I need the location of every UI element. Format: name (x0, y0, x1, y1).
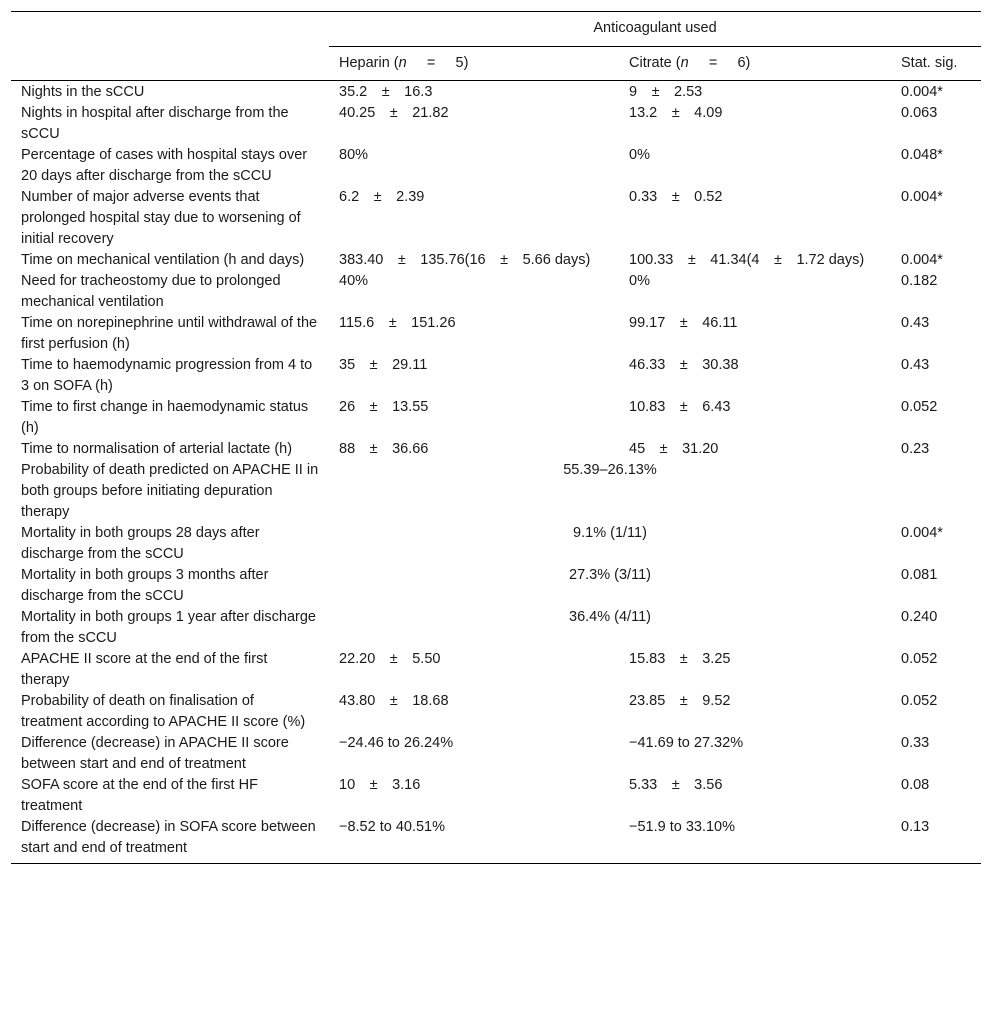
row-label: Percentage of cases with hospital stays over 20 days after discharge from the sCCU (21, 147, 308, 184)
citrate-value: 9 ± 2.53 (629, 84, 703, 100)
table-row (11, 460, 981, 523)
table-row (11, 817, 981, 864)
heparin-value: 383.40 ± 135.76(16 ± 5.66 days) (339, 252, 591, 268)
results-table-container (11, 11, 981, 864)
row-label: Nights in hospital after discharge from the sCCU (21, 105, 289, 142)
combined-value: 55.39–26.13% (563, 462, 657, 478)
heparin-value: −8.52 to 40.51% (339, 819, 446, 835)
heparin-value: 80% (339, 147, 369, 163)
citrate-value: 0.33 ± 0.52 (629, 189, 723, 205)
heparin-value: 10 ± 3.16 (339, 777, 421, 793)
table-row (11, 775, 981, 817)
citrate-value: −41.69 to 27.32% (629, 735, 744, 751)
table-row (11, 439, 981, 460)
heparin-value: 35.2 ± 16.3 (339, 84, 433, 100)
citrate-value: 46.33 ± 30.38 (629, 357, 739, 373)
citrate-value: 0% (629, 147, 650, 163)
stat-sig-value: 0.004* (901, 525, 943, 541)
table-row (11, 145, 981, 187)
citrate-value: 99.17 ± 46.11 (629, 315, 738, 331)
row-label: Difference (decrease) in SOFA score between start and end of treatment (21, 819, 316, 856)
stat-sig-value (891, 460, 981, 523)
row-label: Mortality in both groups 1 year after discharge from the sCCU (21, 609, 316, 646)
group-header-row (11, 12, 981, 47)
table-row (11, 313, 981, 355)
heparin-value: 35 ± 29.11 (339, 357, 428, 373)
table-body (11, 81, 981, 864)
combined-value: 9.1% (1/11) (573, 525, 647, 541)
stat-sig-header: Stat. sig. (901, 55, 958, 71)
group-header: Anticoagulant used (329, 12, 981, 47)
row-label: Probability of death predicted on APACHE II in both groups before initiating depuration therapy (21, 462, 319, 520)
stat-sig-value: 0.081 (901, 567, 938, 583)
table-row (11, 271, 981, 313)
table-row (11, 397, 981, 439)
stat-sig-value: 0.052 (901, 693, 938, 709)
citrate-header: Citrate (n = 6) (629, 55, 751, 71)
row-label: Probability of death on finalisation of treatment according to APACHE II score (%) (21, 693, 306, 730)
heparin-value: 88 ± 36.66 (339, 441, 429, 457)
heparin-value: 26 ± 13.55 (339, 399, 429, 415)
row-label: Difference (decrease) in APACHE II score between start and end of treatment (21, 735, 289, 772)
heparin-value: 22.20 ± 5.50 (339, 651, 441, 667)
stat-sig-value: 0.048* (901, 147, 943, 163)
row-label: Need for tracheostomy due to prolonged mechanical ventilation (21, 273, 281, 310)
combined-value: 36.4% (4/11) (569, 609, 651, 625)
row-label: Nights in the sCCU (21, 84, 145, 100)
row-label: Time on norepinephrine until withdrawal of the first perfusion (h) (21, 315, 318, 352)
row-label: Mortality in both groups 28 days after discharge from the sCCU (21, 525, 260, 562)
stat-sig-value: 0.004* (901, 252, 943, 268)
table-row (11, 523, 981, 565)
heparin-header: Heparin (n = 5) (339, 55, 469, 71)
heparin-value: 43.80 ± 18.68 (339, 693, 449, 709)
citrate-value: −51.9 to 33.10% (629, 819, 736, 835)
empty-header-cell (11, 12, 329, 47)
results-table (11, 11, 981, 864)
stat-sig-value: 0.182 (901, 273, 938, 289)
column-header-row (11, 47, 981, 81)
stat-sig-value: 0.43 (901, 315, 930, 331)
stat-sig-value: 0.240 (901, 609, 938, 625)
citrate-value: 10.83 ± 6.43 (629, 399, 731, 415)
row-label: Time to normalisation of arterial lactate (h) (21, 441, 293, 457)
stat-sig-value: 0.08 (901, 777, 930, 793)
table-row (11, 607, 981, 649)
stat-sig-value: 0.052 (901, 651, 938, 667)
row-label: Mortality in both groups 3 months after discharge from the sCCU (21, 567, 269, 604)
citrate-value: 15.83 ± 3.25 (629, 651, 731, 667)
combined-value: 27.3% (3/11) (569, 567, 651, 583)
heparin-value: 6.2 ± 2.39 (339, 189, 425, 205)
table-row (11, 81, 981, 104)
label-header-cell (11, 47, 329, 81)
table-row (11, 565, 981, 607)
citrate-value: 100.33 ± 41.34(4 ± 1.72 days) (629, 252, 865, 268)
citrate-value: 45 ± 31.20 (629, 441, 719, 457)
stat-sig-value: 0.063 (901, 105, 938, 121)
citrate-value: 13.2 ± 4.09 (629, 105, 723, 121)
citrate-value: 5.33 ± 3.56 (629, 777, 723, 793)
stat-sig-value: 0.004* (901, 84, 943, 100)
table-row (11, 691, 981, 733)
table-row (11, 187, 981, 250)
table-row (11, 103, 981, 145)
row-label: Number of major adverse events that prolonged hospital stay due to worsening of initial recovery (21, 189, 301, 247)
stat-sig-value: 0.33 (901, 735, 930, 751)
row-label: SOFA score at the end of the first HF treatment (21, 777, 258, 814)
row-label: Time on mechanical ventilation (h and days) (21, 252, 305, 268)
heparin-value: 40% (339, 273, 369, 289)
stat-sig-value: 0.052 (901, 399, 938, 415)
row-label: Time to haemodynamic progression from 4 to 3 on SOFA (h) (21, 357, 313, 394)
row-label: APACHE II score at the end of the first therapy (21, 651, 268, 688)
heparin-value: 115.6 ± 151.26 (339, 315, 456, 331)
table-row (11, 250, 981, 271)
stat-sig-value: 0.13 (901, 819, 930, 835)
stat-sig-value: 0.23 (901, 441, 930, 457)
table-row (11, 355, 981, 397)
heparin-value: −24.46 to 26.24% (339, 735, 454, 751)
table-row (11, 733, 981, 775)
stat-sig-value: 0.004* (901, 189, 943, 205)
table-row (11, 649, 981, 691)
citrate-value: 23.85 ± 9.52 (629, 693, 731, 709)
heparin-value: 40.25 ± 21.82 (339, 105, 449, 121)
row-label: Time to first change in haemodynamic status (h) (21, 399, 309, 436)
stat-sig-value: 0.43 (901, 357, 930, 373)
citrate-value: 0% (629, 273, 650, 289)
